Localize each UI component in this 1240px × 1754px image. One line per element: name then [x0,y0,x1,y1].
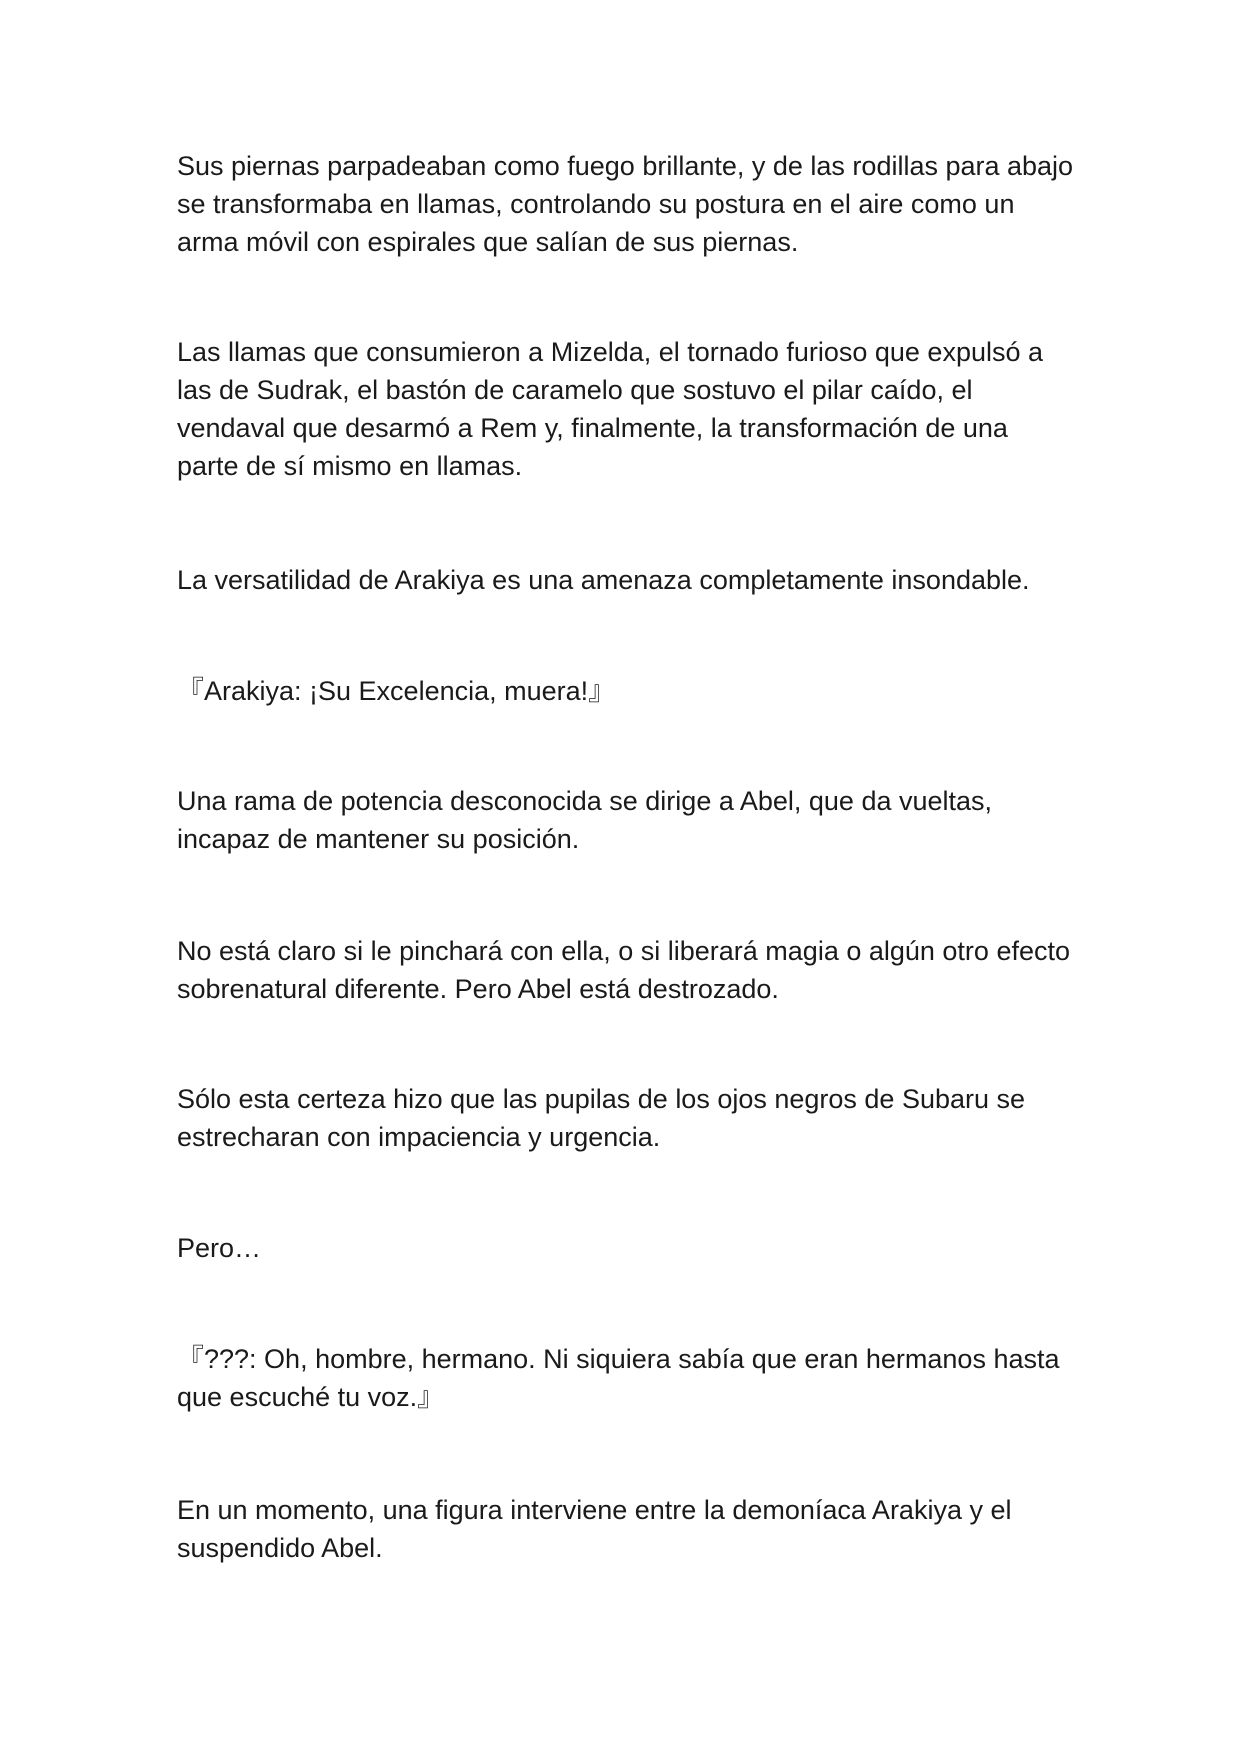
paragraph-certainty [177,1080,1077,1156]
text-line: parte de sí mismo en llamas. [177,451,523,481]
text-line: suspendido Abel. [177,1533,383,1563]
text-line: incapaz de mantener su posición. [177,824,580,854]
text-line: se transformaba en llamas, controlando su postura en el aire como un [177,189,1015,219]
text-line: No está claro si le pinchará con ella, o si liberará magia o algún otro efecto [177,936,1070,966]
paragraph-legs-flames [177,147,1077,261]
dialogue-arakiya [177,672,1077,710]
paragraph-figure [177,1491,1077,1567]
text-line: Pero… [177,1233,262,1263]
text-line: 『Arakiya: ¡Su Excelencia, muera!』 [177,676,616,706]
text-line: Una rama de potencia desconocida se dirige a Abel, que da vueltas, [177,786,993,816]
paragraph-branch [177,782,1077,858]
text-line: las de Sudrak, el bastón de caramelo que sostuvo el pilar caído, el [177,375,973,405]
text-line: sobrenatural diferente. Pero Abel está destrozado. [177,974,779,1004]
text-line: Sus piernas parpadeaban como fuego brillante, y de las rodillas para abajo [177,151,1074,181]
text-line: La versatilidad de Arakiya es una amenaza completamente insondable. [177,565,1030,595]
text-line: 『???: Oh, hombre, hermano. Ni siquiera sabía que eran hermanos hasta [177,1344,1060,1374]
text-line: En un momento, una figura interviene entre la demoníaca Arakiya y el [177,1495,1012,1525]
text-line: arma móvil con espirales que salían de sus piernas. [177,227,799,257]
paragraph-versatility [177,561,1077,599]
paragraph-flames-list [177,333,1077,485]
text-line: vendaval que desarmó a Rem y, finalmente, la transformación de una [177,413,1008,443]
text-line: Las llamas que consumieron a Mizelda, el tornado furioso que expulsó a [177,337,1044,367]
text-line: estrecharan con impaciencia y urgencia. [177,1122,661,1152]
paragraph-pero [177,1229,1077,1267]
dialogue-unknown [177,1340,1077,1416]
paragraph-uncertain [177,932,1077,1008]
text-line: Sólo esta certeza hizo que las pupilas de los ojos negros de Subaru se [177,1084,1026,1114]
text-line: que escuché tu voz.』 [177,1382,445,1412]
